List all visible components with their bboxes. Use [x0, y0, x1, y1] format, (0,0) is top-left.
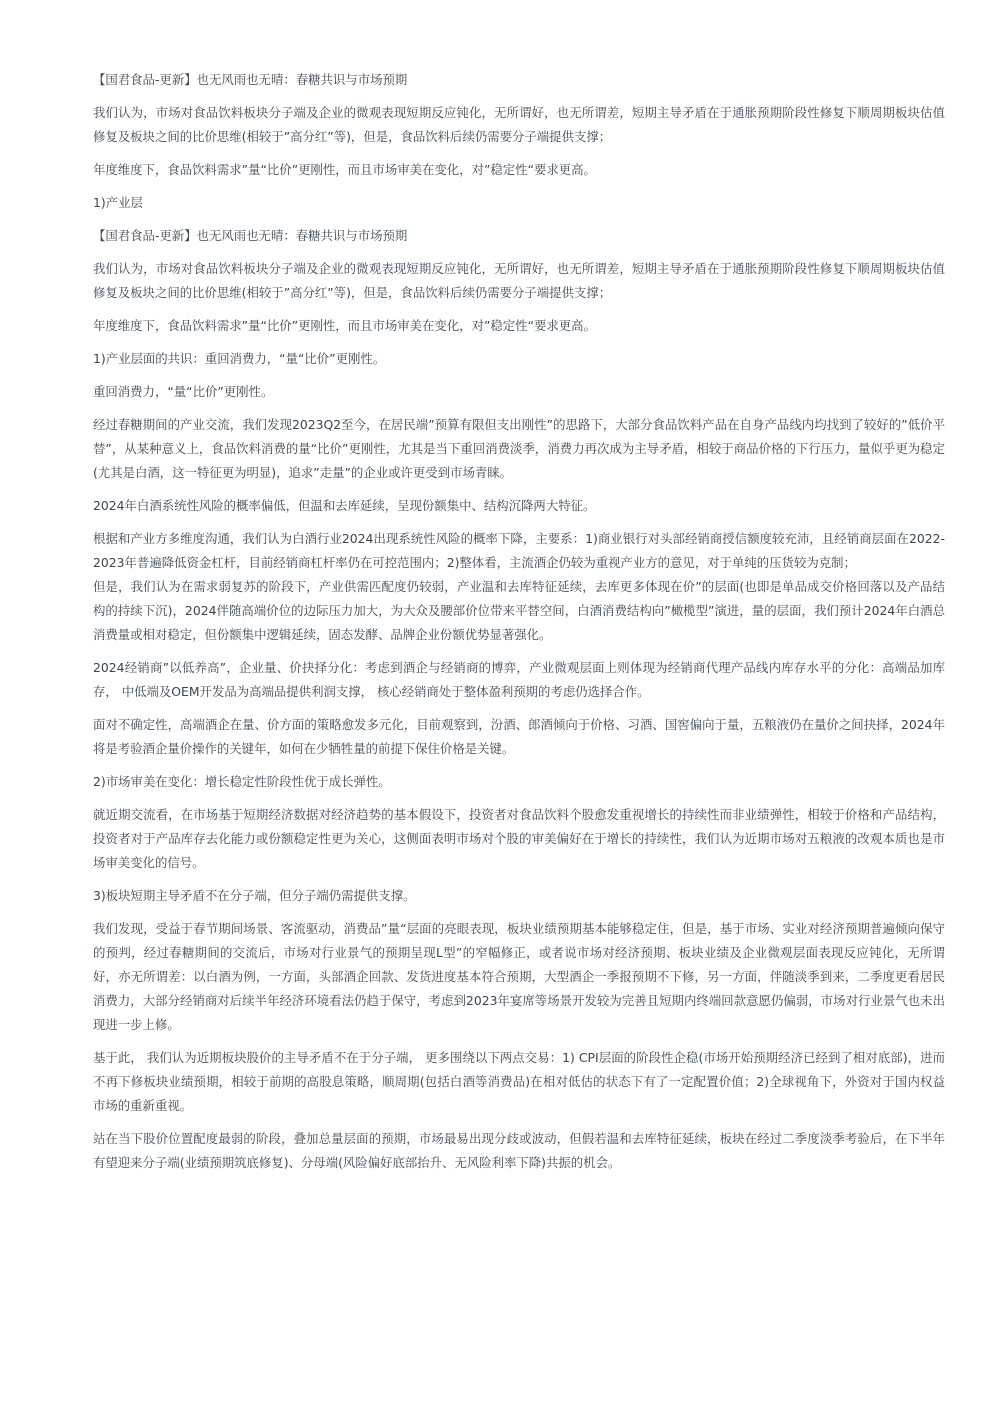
section-heading: 3)板块短期主导矛盾不在分子端，但分子端仍需提供支撑。 [93, 888, 416, 903]
paragraph: 但是，我们认为在需求弱复苏的阶段下，产业供需匹配度仍较弱，产业温和去库特征延续，去库更多体现在价”的层面(也即是单品成交价格回落以及产品结构的持续下沉)，2024伴随高端价位的边际压力加大，为大众及腰部价位带来平替空间，白酒消费结构向”橄榄型”演进，量的层面，我们预计2024年白酒总消费量或相对稳定，但份额集中逻辑延续，固态发酵、品牌企业份额优势显著强化。 [93, 579, 945, 642]
document-body [93, 68, 945, 1184]
paragraph: 基于此， 我们认为近期板块股价的主导矛盾不在于分子端， 更多围绕以下两点交易：1) CPI层面的阶段性企稳(市场开始预期经济已经到了相对底部)，进而不再下修板块业绩预期，相较于前期的高股息策略，顺周期(包括白酒等消费品)在相对低估的状态下有了一定配置价值；2)全球视角下，外资对于国内权益市场的重新重视。 [93, 1050, 945, 1113]
paragraph: 面对不确定性，高端酒企在量、价方面的策略愈发多元化，目前观察到，汾酒、郎酒倾向于价格、习酒、国窖偏向于量，五粮液仍在量价之间抉择，2024年将是考验酒企量价操作的关键年，如何在少牺牲量的前提下保住价格是关键。 [93, 717, 945, 756]
paragraph: 年度维度下，食品饮料需求”量“比价”更刚性，而且市场审美在变化，对”稳定性“要求更高。 [93, 318, 596, 333]
section-heading: 1)产业层面的共识：重回消费力，“量“比价”更刚性。 [93, 351, 386, 366]
section-label: 1)产业层 [93, 195, 143, 210]
paragraph: 年度维度下，食品饮料需求”量“比价”更刚性，而且市场审美在变化，对”稳定性“要求更高。 [93, 162, 596, 177]
paragraph: 根据和产业方多维度沟通，我们认为白酒行业2024出现系统性风险的概率下降，主要系：1)商业银行对头部经销商授信额度较充沛，且经销商层面在2022-2023年普遍降低资金杠杆，目前经销商杠杆率仍在可控范围内；2)整体看，主流酒企仍较为重视产业方的意见，对于单纯的压货较为克制； [93, 531, 945, 570]
paragraph: 我们认为，市场对食品饮料板块分子端及企业的微观表现短期反应钝化，无所谓好，也无所谓差，短期主导矛盾在于通胀预期阶段性修复下顺周期板块估值修复及板块之间的比价思维(相较于”高分红”等)，但是，食品饮料后续仍需要分子端提供支撑； [93, 105, 945, 144]
heading-title: 【国君食品-更新】也无风雨也无晴：春糖共识与市场预期 [93, 228, 408, 243]
paragraph: 2024经销商”以低养高”，企业量、价抉择分化：考虑到酒企与经销商的博弈，产业微观层面上则体现为经销商代理产品线内库存水平的分化：高端品加库存， 中低端及OEM开发品为高端品提供利润支撑， 核心经销商处于整体盈利预期的考虑仍选择合作。 [93, 660, 945, 699]
paragraph: 我们认为，市场对食品饮料板块分子端及企业的微观表现短期反应钝化，无所谓好，也无所谓差，短期主导矛盾在于通胀预期阶段性修复下顺周期板块估值修复及板块之间的比价思维(相较于”高分红”等)，但是，食品饮料后续仍需要分子端提供支撑； [93, 261, 945, 300]
paragraph: 2024年白酒系统性风险的概率偏低，但温和去库延续，呈现份额集中、结构沉降两大特征。 [93, 498, 596, 513]
section-heading: 2)市场审美在变化：增长稳定性阶段性优于成长弹性。 [93, 774, 391, 789]
paragraph: 站在当下股价位置配度最弱的阶段，叠加总量层面的预期，市场最易出现分歧或波动，但假若温和去库特征延续，板块在经过二季度淡季考验后，在下半年有望迎来分子端(业绩预期筑底修复)、分母端(风险偏好底部抬升、无风险利率下降)共振的机会。 [93, 1131, 945, 1170]
paragraph: 重回消费力，“量“比价”更刚性。 [93, 384, 274, 399]
paragraph: 经过春糖期间的产业交流，我们发现2023Q2至今，在居民端”预算有限但支出刚性”的思路下，大部分食品饮料产品在自身产品线内均找到了较好的”低价平替”，从某种意义上，食品饮料消费的量“比价”更刚性，尤其是当下重回消费淡季，消费力再次成为主导矛盾，相较于商品价格的下行压力，量似乎更为稳定(尤其是白酒，这一特征更为明显)，追求”走量”的企业或许更受到市场青睐。 [93, 417, 945, 480]
paragraph: 就近期交流看，在市场基于短期经济数据对经济趋势的基本假设下，投资者对食品饮料个股愈发重视增长的持续性而非业绩弹性，相较于价格和产品结构，投资者对于产品库存去化能力或份额稳定性更为关心，这侧面表明市场对个股的审美偏好在于增长的持续性，我们认为近期市场对五粮液的改观本质也是市场审美变化的信号。 [93, 807, 945, 870]
heading-title: 【国君食品-更新】也无风雨也无晴：春糖共识与市场预期 [93, 72, 408, 87]
paragraph: 我们发现，受益于春节期间场景、客流驱动，消费品”量“层面的亮眼表现，板块业绩预期基本能够稳定住，但是，基于市场、实业对经济预期普遍倾向保守的预判，经过春糖期间的交流后，市场对行业景气的预期呈现L型”的窄幅修正，或者说市场对经济预期、板块业绩及企业微观层面表现反应钝化，无所谓好，亦无所谓差：以白酒为例，一方面，头部酒企回款、发货进度基本符合预期，大型酒企一季报预期不下修，另一方面，伴随淡季到来，二季度更看居民消费力，大部分经销商对后续半年经济环境看法仍趋于保守，考虑到2023年宴席等场景开发较为完善且短期内终端回款意愿仍偏弱，市场对行业景气也未出现进一步上修。 [93, 921, 945, 1032]
